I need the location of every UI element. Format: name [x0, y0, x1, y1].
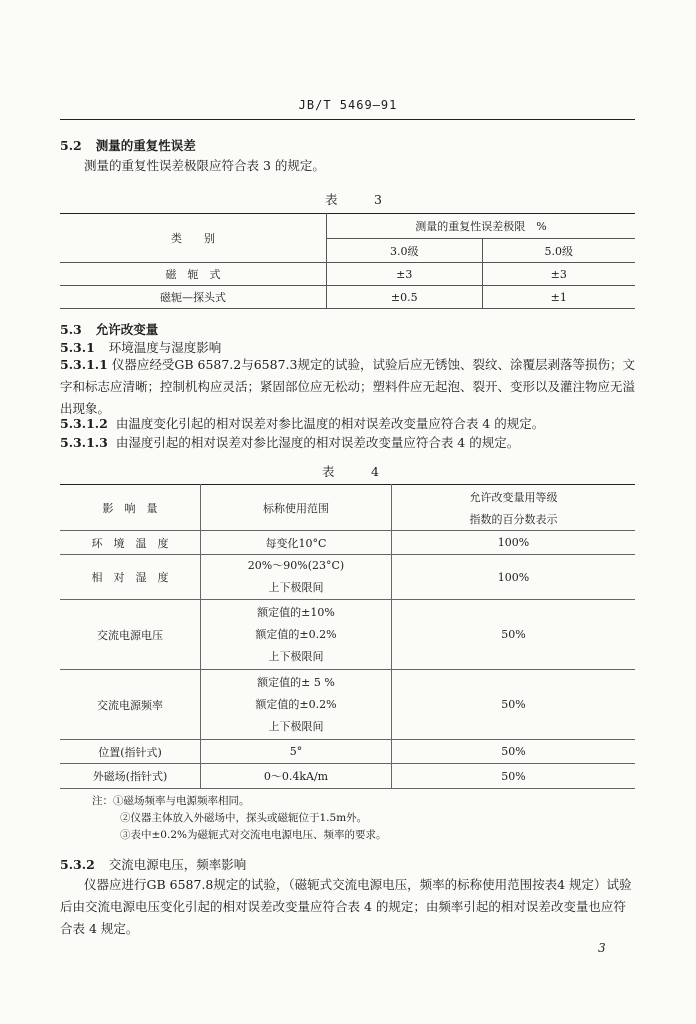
- section-number: 5.3.1: [60, 340, 95, 355]
- table4-range: 每变化10°C: [201, 531, 392, 555]
- table4-factor: 位置(指针式): [60, 740, 201, 764]
- table-row: [60, 555, 635, 600]
- paragraph-text: 由湿度引起的相对误差对参比湿度的相对误差改变量应符合表 4 的规定。: [115, 435, 520, 450]
- section-5-3-1-3: [60, 433, 519, 451]
- section-number: 5.3.1.1: [60, 357, 108, 372]
- table4-caption: 表 4: [322, 464, 391, 479]
- section-title: 测量的重复性误差: [95, 138, 196, 153]
- header-line: 允许改变量用等级: [469, 490, 558, 504]
- table-row: [60, 600, 635, 670]
- table3-header-category: 类 别: [60, 214, 327, 263]
- note-line: 注：①磁场频率与电源频率相同。: [92, 795, 250, 807]
- range-line: 上下极限间: [268, 649, 324, 663]
- table3-cell: ±3: [327, 263, 483, 286]
- table3-header-a: 3.0级: [327, 239, 483, 263]
- section-title: 环境温度与湿度影响: [108, 340, 222, 355]
- section-number: 5.3.1.3: [60, 435, 108, 450]
- table3-cell: 磁 轭 式: [60, 263, 327, 286]
- range-line: 额定值的±0.2%: [255, 627, 337, 641]
- table4-factor: 外磁场(指针式): [60, 764, 201, 789]
- table4-factor: 交流电源频率: [60, 670, 201, 740]
- range-line: 额定值的±10%: [257, 605, 335, 619]
- table4-range: [201, 600, 392, 670]
- table-row: [60, 740, 635, 764]
- page-header: JB/T 5469—91: [298, 98, 398, 112]
- header-rule: [60, 119, 635, 120]
- section-number: 5.3.2: [60, 857, 95, 872]
- table4-range: [201, 555, 392, 600]
- table4-allow: 100%: [392, 555, 636, 600]
- section-5-3-heading: [60, 320, 158, 338]
- table-4: [60, 484, 635, 789]
- table3-header-b: 5.0级: [482, 239, 635, 263]
- section-5-3-2-heading: [60, 855, 246, 873]
- section-title: 允许改变量: [95, 322, 159, 337]
- table3-cell: ±1: [482, 286, 635, 309]
- section-5-3-1-2: [60, 414, 544, 432]
- table4-factor: 相 对 湿 度: [60, 555, 201, 600]
- paragraph-text: 由温度变化引起的相对误差对参比温度的相对误差改变量应符合表 4 的规定。: [115, 416, 545, 431]
- section-5-3-2-body: 仪器应进行GB 6587.8规定的试验，（磁轭式交流电源电压，频率的标称使用范围按表4 规定）试验后由交流电源电压变化引起的相对误差改变量应符合表 4 的规定；由频率引起的相对误差改变量也应符合表 4 规定。: [60, 877, 632, 936]
- table3-header-group: 测量的重复性误差极限 %: [327, 214, 636, 239]
- table4-range: [201, 670, 392, 740]
- table4-allow: 50%: [392, 740, 636, 764]
- table-row: [60, 531, 635, 555]
- table-row: [60, 263, 635, 286]
- note-line: ②仪器主体放入外磁场中，探头或磁轭位于1.5m外。: [120, 812, 368, 824]
- table4-allow: 100%: [392, 531, 636, 555]
- section-5-2-body: 测量的重复性误差极限应符合表 3 的规定。: [84, 158, 325, 173]
- table3-caption: 表 3: [325, 192, 394, 207]
- table4-range: 5°: [201, 740, 392, 764]
- range-line: 上下极限间: [268, 719, 324, 733]
- section-number: 5.2: [60, 138, 82, 153]
- table4-factor: 交流电源电压: [60, 600, 201, 670]
- table-row: [60, 670, 635, 740]
- table4-factor: 环 境 温 度: [60, 531, 201, 555]
- range-line: 额定值的±0.2%: [255, 697, 337, 711]
- table4-header-range: 标称使用范围: [201, 485, 392, 531]
- table3-cell: 磁轭—探头式: [60, 286, 327, 309]
- table-row: [60, 286, 635, 309]
- table-row: [60, 764, 635, 789]
- table4-allow: 50%: [392, 764, 636, 789]
- range-line: 额定值的± 5 %: [257, 675, 335, 689]
- table4-header-allow: [392, 485, 636, 531]
- table3-cell: ±3: [482, 263, 635, 286]
- section-5-3-1-1: [60, 354, 635, 420]
- page-number: 3: [598, 941, 606, 955]
- range-line: 上下极限间: [268, 581, 324, 594]
- range-line: 20%～90%(23°C): [247, 559, 345, 572]
- table3-cell: ±0.5: [327, 286, 483, 309]
- table4-allow: 50%: [392, 670, 636, 740]
- table4-range: 0～0.4kA/m: [201, 764, 392, 789]
- paragraph-text: 仪器应经受GB 6587.2与6587.3规定的试验，试验后应无锈蚀、裂纹、涂覆层剥落等损伤；文字和标志应清晰；控制机构应灵活；紧固部位应无松动；塑料件应无起泡、裂开、变形以及灌注物应无溢出现象。: [60, 357, 636, 416]
- table4-notes: [92, 793, 386, 844]
- table4-allow: 50%: [392, 600, 636, 670]
- table4-header-factor: 影 响 量: [60, 485, 201, 531]
- table-3: [60, 213, 635, 309]
- section-number: 5.3: [60, 322, 82, 337]
- header-line: 指数的百分数表示: [469, 512, 558, 526]
- note-line: ③表中±0.2%为磁轭式对交流电电源电压、频率的要求。: [120, 829, 387, 841]
- section-title: 交流电源电压，频率影响: [108, 857, 247, 872]
- section-number: 5.3.1.2: [60, 416, 108, 431]
- section-5-2-heading: [60, 136, 196, 154]
